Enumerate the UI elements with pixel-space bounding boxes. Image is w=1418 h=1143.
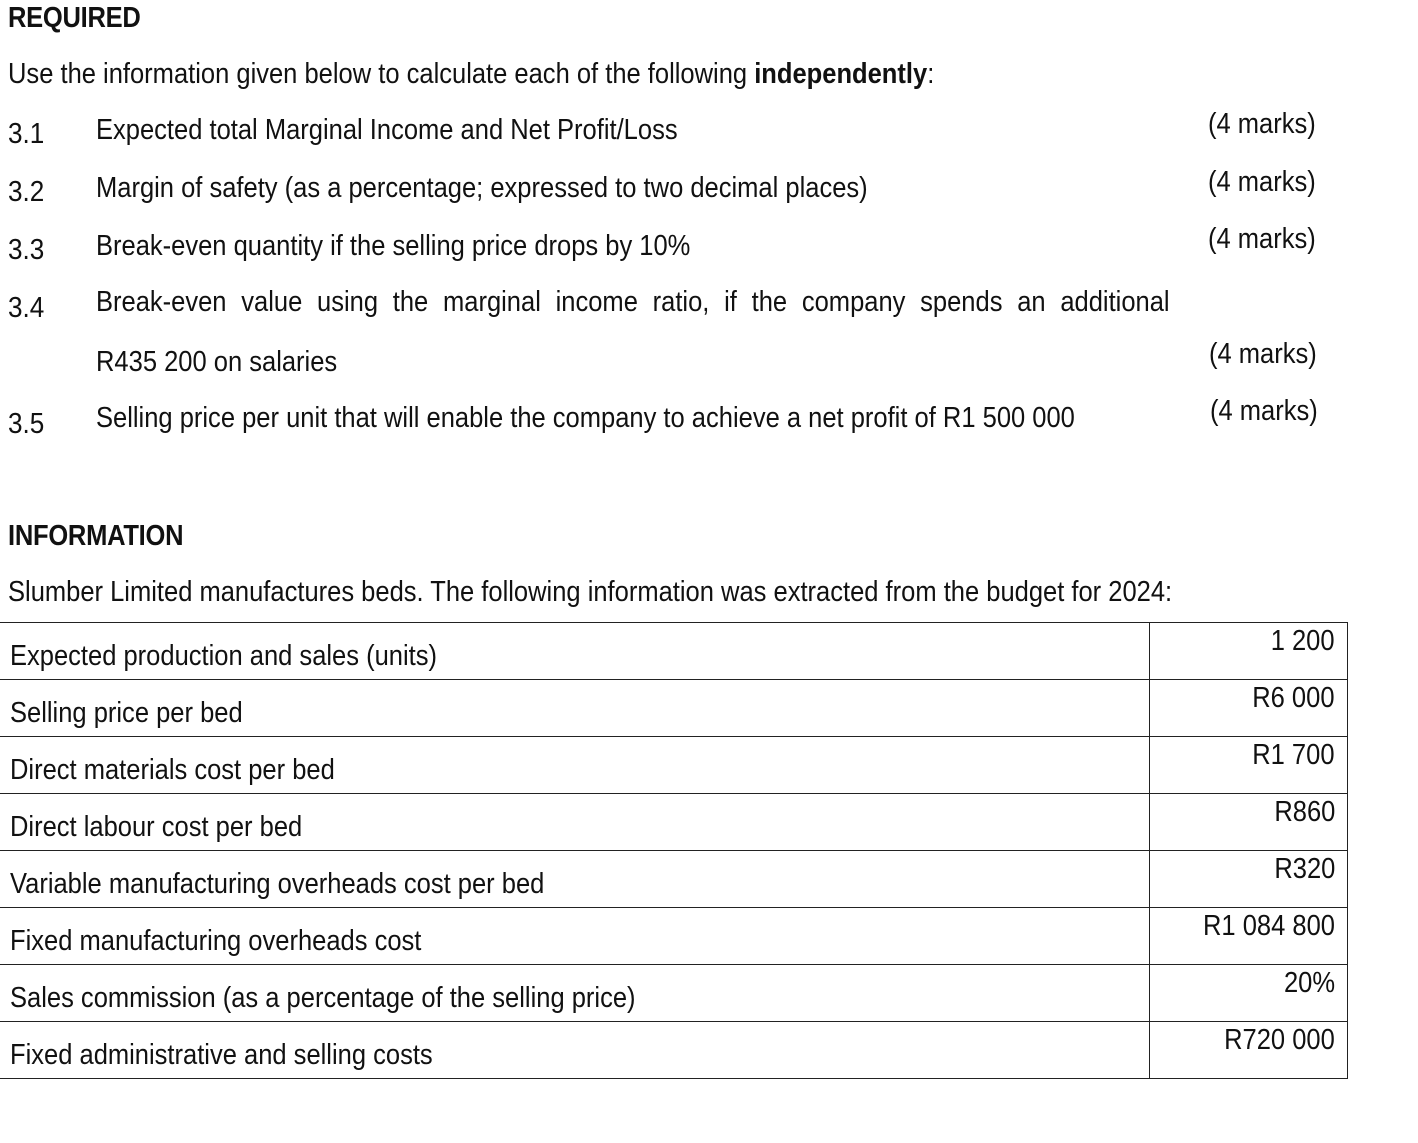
required-heading: REQUIRED	[8, 2, 141, 34]
table-row	[0, 623, 1348, 680]
row-value: R320	[1273, 853, 1335, 885]
question-text: Margin of safety (as a percentage; expressed to two decimal places)	[96, 172, 868, 204]
table-cell-value	[1149, 680, 1347, 737]
question-marks: (4 marks)	[1208, 223, 1316, 255]
row-label: Direct labour cost per bed	[10, 811, 303, 843]
row-label: Expected production and sales (units)	[10, 640, 438, 672]
table-cell-label	[0, 965, 1149, 1022]
table-cell-value	[1149, 794, 1347, 851]
question-number: 3.5	[8, 408, 45, 440]
information-intro: Slumber Limited manufactures beds. The following information was extracted from the budget for 2024:	[8, 576, 1173, 608]
table-cell-value	[1149, 851, 1347, 908]
table-cell-label	[0, 851, 1149, 908]
table-row	[0, 851, 1348, 908]
required-intro-bold: independently	[754, 58, 928, 90]
required-intro	[8, 58, 934, 91]
question-text-line2: R435 200 on salaries	[96, 346, 338, 378]
table-cell-value	[1149, 1022, 1347, 1079]
table-cell-label	[0, 680, 1149, 737]
question-text	[96, 286, 1170, 319]
row-value: 1 200	[1271, 625, 1335, 657]
question-text-line1: Break-even value using the marginal income ratio, if the company spends an additional	[96, 286, 1170, 318]
row-label: Sales commission (as a percentage of the selling price)	[10, 982, 636, 1014]
question-marks: (4 marks)	[1208, 166, 1316, 198]
table-cell-value	[1149, 623, 1347, 680]
table-row	[0, 794, 1348, 851]
information-heading: INFORMATION	[8, 520, 184, 552]
row-label: Variable manufacturing overheads cost per bed	[10, 868, 545, 900]
question-number: 3.4	[8, 292, 45, 324]
question-marks: (4 marks)	[1210, 395, 1318, 427]
table-cell-value	[1149, 908, 1347, 965]
table-row	[0, 680, 1348, 737]
table-cell-value	[1149, 737, 1347, 794]
table-cell-label	[0, 623, 1149, 680]
row-label: Selling price per bed	[10, 697, 243, 729]
row-label: Fixed manufacturing overheads cost	[10, 925, 422, 957]
question-number: 3.2	[8, 176, 45, 208]
row-label: Fixed administrative and selling costs	[10, 1039, 433, 1071]
row-value: R720 000	[1224, 1024, 1335, 1056]
table-row	[0, 1022, 1348, 1079]
table-row	[0, 908, 1348, 965]
row-value: R6 000	[1252, 682, 1335, 714]
row-value: R1 084 800	[1203, 910, 1335, 942]
table-cell-label	[0, 1022, 1149, 1079]
required-intro-prefix: Use the information given below to calculate each of the following	[8, 58, 755, 90]
row-value: R860	[1273, 796, 1335, 828]
question-marks: (4 marks)	[1208, 108, 1316, 140]
table-cell-value	[1149, 965, 1347, 1022]
budget-table	[0, 622, 1348, 1079]
table-cell-label	[0, 794, 1149, 851]
question-marks: (4 marks)	[1209, 338, 1317, 370]
question-text: Break-even quantity if the selling price drops by 10%	[96, 230, 691, 262]
question-text: Expected total Marginal Income and Net Profit/Loss	[96, 114, 678, 146]
row-value: R1 700	[1252, 739, 1335, 771]
table-cell-label	[0, 737, 1149, 794]
table-row	[0, 965, 1348, 1022]
question-text: Selling price per unit that will enable the company to achieve a net profit of R1 500 000	[96, 402, 1075, 434]
required-intro-suffix: :	[927, 58, 935, 90]
table-row	[0, 737, 1348, 794]
row-label: Direct materials cost per bed	[10, 754, 335, 786]
question-number: 3.3	[8, 234, 45, 266]
table-cell-label	[0, 908, 1149, 965]
question-number: 3.1	[8, 118, 45, 150]
row-value: 20%	[1283, 967, 1335, 999]
